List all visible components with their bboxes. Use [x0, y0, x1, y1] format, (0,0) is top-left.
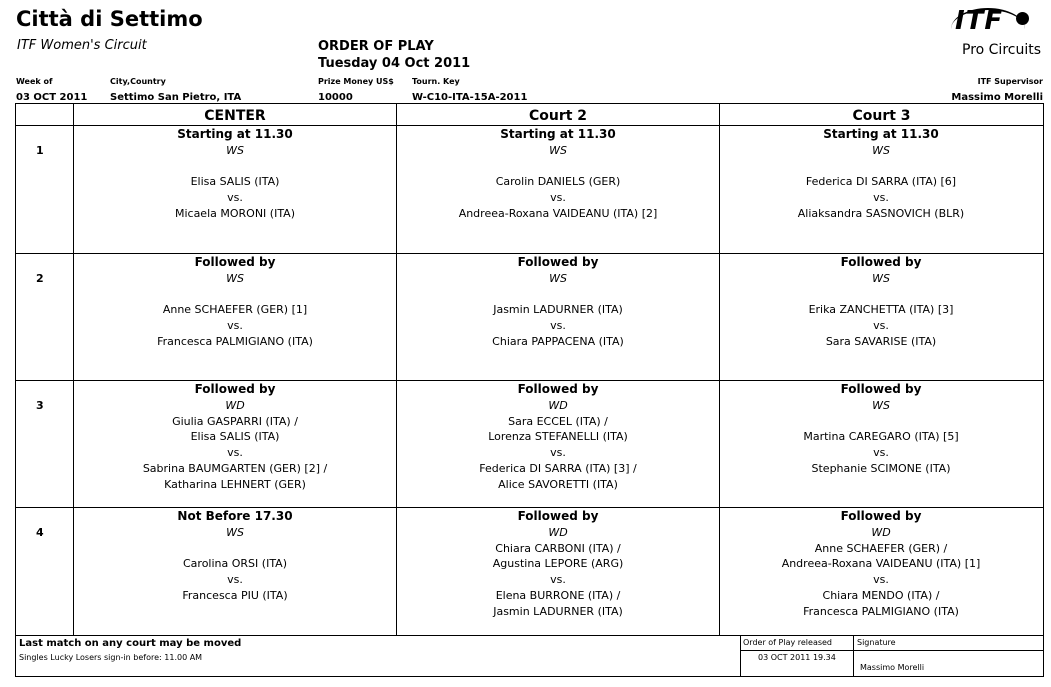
week-label: Week of: [16, 77, 53, 86]
player-line: Francesca PIU (ITA): [182, 588, 288, 602]
vs-line: vs.: [550, 446, 566, 460]
match-cell: [721, 509, 1041, 620]
city-label: City,Country: [110, 77, 166, 86]
event-type: WS: [872, 271, 890, 285]
event-type: WS: [226, 525, 244, 539]
player-line: Francesca PALMIGIANO (ITA): [157, 334, 313, 348]
match-heading: Followed by: [840, 509, 922, 523]
vs-line: vs.: [550, 191, 566, 205]
event-type: WS: [872, 398, 890, 412]
player-line: Martina CAREGARO (ITA) [5]: [803, 430, 959, 444]
player-line: Federica DI SARRA (ITA) [6]: [805, 175, 957, 189]
player-line: Andreea-Roxana VAIDEANU (ITA) [2]: [458, 206, 658, 220]
court-header-center: CENTER: [204, 108, 266, 124]
player-line: Carolin DANIELS (GER): [495, 175, 621, 189]
player-line: [75, 287, 395, 303]
player-line: Sabrina BAUMGARTEN (GER) [2] /: [142, 461, 328, 475]
vs-line: vs.: [873, 446, 889, 460]
signature-label: Signature: [857, 638, 896, 647]
order-of-play-table: [15, 103, 1044, 677]
match-cell: [75, 127, 395, 222]
event-type: WD: [225, 398, 245, 412]
grid-divider: [16, 253, 1043, 254]
event-type: WS: [872, 143, 890, 157]
player-line: Elisa SALIS (ITA): [190, 175, 280, 189]
player-line: Sara SAVARISE (ITA): [825, 334, 937, 348]
footer-divider: [740, 650, 1043, 651]
player-line: [721, 159, 1041, 175]
player-line: [75, 159, 395, 175]
match-cell: [75, 255, 395, 350]
player-line: Giulia GASPARRI (ITA) /: [172, 414, 298, 428]
match-cell: [75, 509, 395, 604]
prize-value: 10000: [318, 92, 353, 103]
grid-divider: [73, 104, 74, 636]
player-line: Chiara PAPPACENA (ITA): [492, 334, 624, 348]
tournament-title: Città di Settimo: [16, 7, 203, 31]
row-number: 3: [36, 399, 44, 412]
player-line: Francesca PALMIGIANO (ITA): [803, 604, 959, 618]
supervisor-label: ITF Supervisor: [977, 77, 1043, 86]
last-match-note: Last match on any court may be moved: [19, 638, 242, 649]
grid-divider: [16, 380, 1043, 381]
vs-line: vs.: [873, 319, 889, 333]
player-line: Chiara CARBONI (ITA) /: [495, 541, 621, 555]
match-cell: [398, 382, 718, 493]
supervisor-value: Massimo Morelli: [951, 92, 1043, 103]
prize-label: Prize Money US$: [318, 77, 394, 86]
player-line: Elena BURRONE (ITA) /: [495, 588, 621, 602]
player-line: Chiara MENDO (ITA) /: [822, 588, 940, 602]
match-heading: Starting at 11.30: [823, 127, 939, 141]
grid-divider: [396, 104, 397, 636]
row-number: 2: [36, 272, 44, 285]
player-line: Carolina ORSI (ITA): [183, 557, 287, 571]
vs-line: vs.: [873, 191, 889, 205]
player-line: Alice SAVORETTI (ITA): [498, 477, 618, 491]
event-type: WS: [226, 143, 244, 157]
vs-line: vs.: [227, 573, 243, 587]
logo-itf-text: ITF: [955, 6, 1004, 36]
player-line: Anne SCHAEFER (GER) /: [814, 541, 948, 555]
match-heading: Followed by: [840, 255, 922, 269]
player-line: Jasmin LADURNER (ITA): [493, 303, 623, 317]
court-header-court-2: Court 2: [528, 108, 588, 124]
player-line: Anne SCHAEFER (GER) [1]: [162, 303, 308, 317]
match-heading: Followed by: [517, 382, 599, 396]
player-line: Sara ECCEL (ITA) /: [508, 414, 608, 428]
lucky-losers-note: Singles Lucky Losers sign-in before: 11.00 AM: [19, 653, 203, 662]
event-type: WS: [226, 271, 244, 285]
match-cell: [721, 127, 1041, 222]
itf-logo: [955, 6, 1047, 62]
match-heading: Not Before 17.30: [177, 509, 293, 523]
vs-line: vs.: [550, 573, 566, 587]
grid-divider: [16, 507, 1043, 508]
match-heading: Followed by: [194, 255, 276, 269]
match-heading: Followed by: [517, 255, 599, 269]
event-type: WS: [549, 271, 567, 285]
circuit-subtitle: ITF Women's Circuit: [17, 38, 147, 53]
order-of-play-label: ORDER OF PLAY: [318, 39, 434, 54]
event-type: WD: [548, 398, 568, 412]
player-line: Lorenza STEFANELLI (ITA): [488, 430, 628, 444]
match-heading: Followed by: [194, 382, 276, 396]
player-line: Aliaksandra SASNOVICH (BLR): [797, 206, 965, 220]
event-type: WD: [548, 525, 568, 539]
match-cell: [721, 255, 1041, 350]
match-heading: Starting at 11.30: [177, 127, 293, 141]
player-line: [721, 414, 1041, 430]
match-heading: Followed by: [517, 509, 599, 523]
week-value: 03 OCT 2011: [16, 92, 88, 103]
released-label: Order of Play released: [743, 638, 833, 647]
released-value: 03 OCT 2011 19.34: [758, 653, 836, 662]
tourn-key-label: Tourn. Key: [412, 77, 460, 86]
match-cell: [721, 382, 1041, 477]
event-type: WS: [549, 143, 567, 157]
city-value: Settimo San Pietro, ITA: [110, 92, 242, 103]
signature-value: Massimo Morelli: [860, 663, 925, 672]
match-cell: [398, 255, 718, 350]
player-line: Agustina LEPORE (ARG): [492, 557, 624, 571]
player-line: [75, 541, 395, 557]
play-date: Tuesday 04 Oct 2011: [318, 56, 471, 71]
row-number: 4: [36, 526, 44, 539]
event-type: WD: [871, 525, 891, 539]
player-line: Federica DI SARRA (ITA) [3] /: [479, 461, 637, 475]
player-line: Erika ZANCHETTA (ITA) [3]: [808, 303, 954, 317]
vs-line: vs.: [227, 191, 243, 205]
match-cell: [398, 127, 718, 222]
player-line: Stephanie SCIMONE (ITA): [811, 461, 951, 475]
vs-line: vs.: [873, 573, 889, 587]
row-number: 1: [36, 144, 44, 157]
player-line: Elisa SALIS (ITA): [190, 430, 280, 444]
footer-divider: [853, 635, 854, 677]
match-heading: Followed by: [840, 382, 922, 396]
logo-pro-circuits-text: Pro Circuits: [962, 42, 1042, 58]
player-line: Micaela MORONI (ITA): [174, 206, 296, 220]
player-line: Katharina LEHNERT (GER): [164, 477, 306, 491]
grid-divider: [719, 104, 720, 636]
player-line: [398, 287, 718, 303]
player-line: [721, 287, 1041, 303]
vs-line: vs.: [227, 319, 243, 333]
match-heading: Starting at 11.30: [500, 127, 616, 141]
match-cell: [398, 509, 718, 620]
player-line: Jasmin LADURNER (ITA): [493, 604, 623, 618]
tourn-key-value: W-C10-ITA-15A-2011: [412, 92, 528, 103]
grid-divider: [16, 635, 1043, 636]
court-header-court-3: Court 3: [852, 108, 911, 124]
match-cell: [75, 382, 395, 493]
player-line: [398, 159, 718, 175]
footer-divider: [740, 635, 741, 677]
order-of-play-heading: [318, 38, 470, 72]
tennis-ball-icon: [1016, 12, 1029, 25]
vs-line: vs.: [550, 319, 566, 333]
vs-line: vs.: [227, 446, 243, 460]
player-line: Andreea-Roxana VAIDEANU (ITA) [1]: [781, 557, 981, 571]
